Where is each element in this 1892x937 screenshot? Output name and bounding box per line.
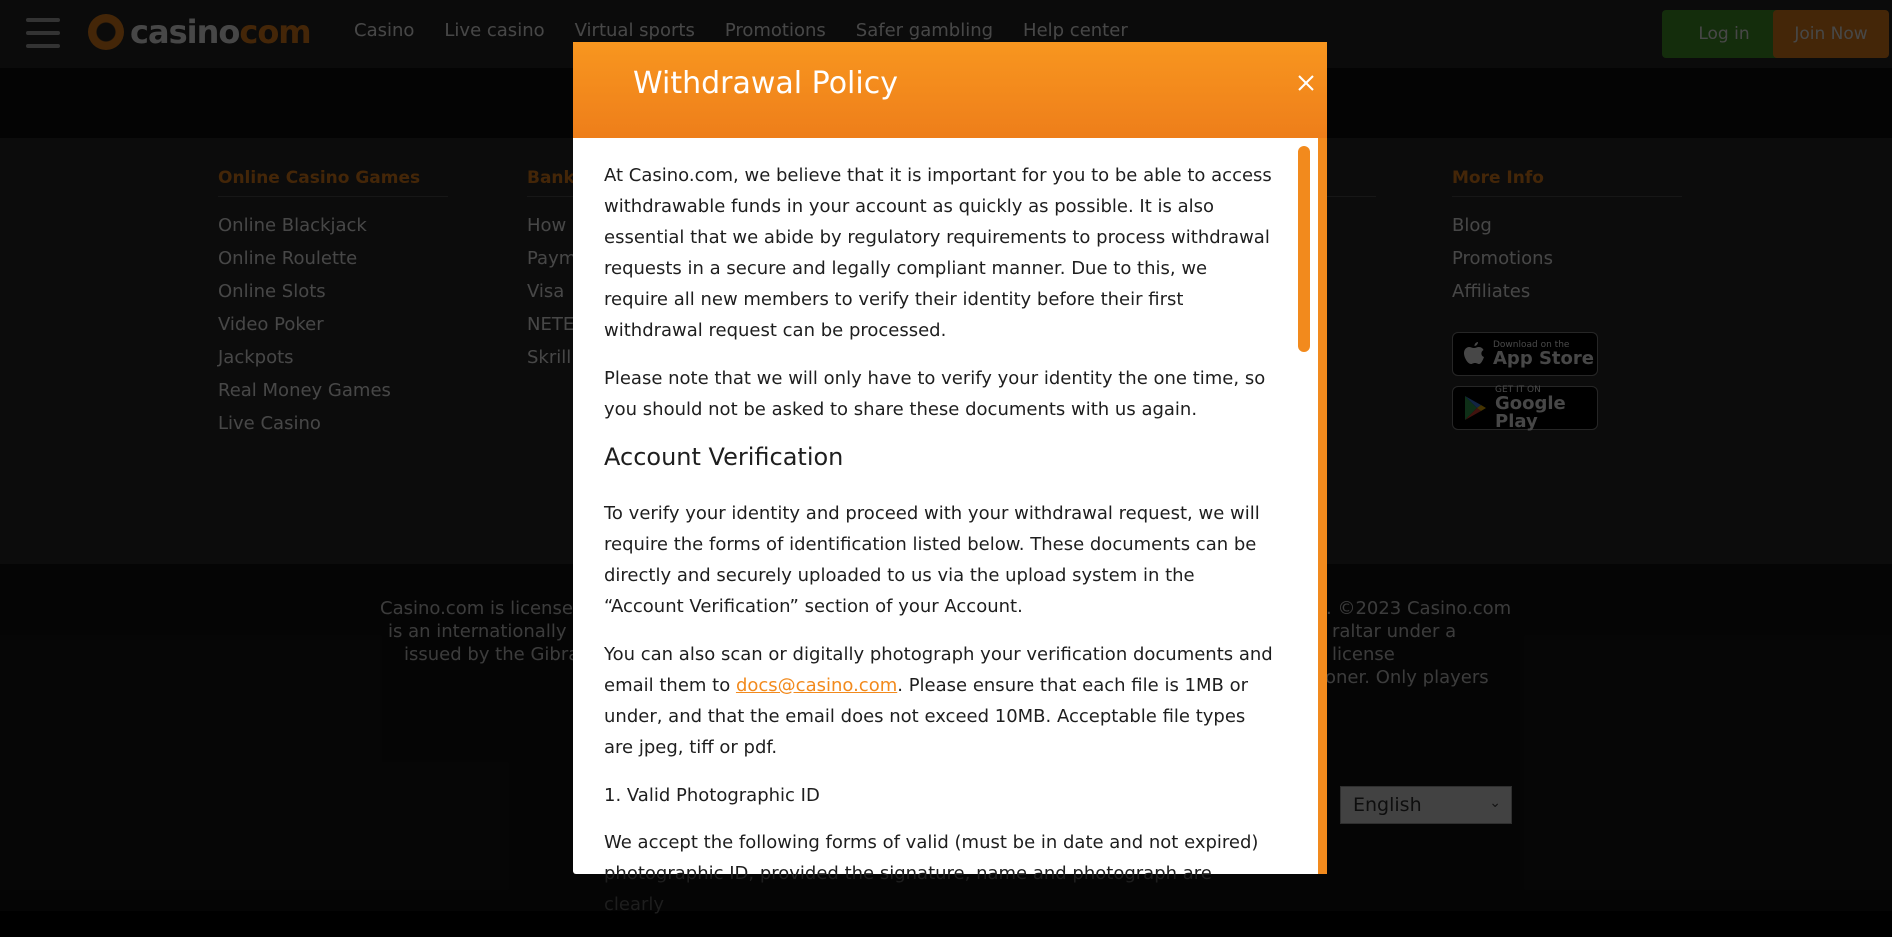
withdrawal-policy-modal [573,42,1327,915]
subheading-valid-photo-id: 1. Valid Photographic ID [604,785,820,806]
docs-email-link[interactable]: docs@casino.com [735,675,898,696]
policy-paragraph: To verify your identity and proceed with your withdrawal request, we will require the forms of identification listed below. These documents can be directly and securely uploaded to us via the upload system in the “Account Verification” section of your Account. [604,503,1260,617]
modal-header [573,42,1327,138]
modal-body [573,138,1327,915]
policy-paragraph: You can also scan or digitally photograph your verification documents and email them to docs@casino.com. Please ensure that each file is 1MB or under, and that the email does not exceed 10MB. Acceptable file types are jpeg, tiff or pdf. [604,644,1273,758]
policy-paragraph: Please note that we will only have to verify your identity the one time, so you should not be asked to share these documents with us again. [604,368,1266,420]
policy-content [604,160,1274,937]
policy-paragraph: At Casino.com, we believe that it is important for you to be able to access withdrawable funds in your account as quickly as possible. It is also essential that we abide by regulatory requirements to process withdrawal requests in a secure and legally compliant manner. Due to this, we require all new members to verify their identity before their first withdrawal request can be processed. [604,165,1272,341]
scrollbar-thumb[interactable] [1298,146,1310,352]
scrollbar-edge [1318,138,1327,874]
close-icon[interactable] [1295,72,1317,94]
policy-paragraph: We accept the following forms of valid (must be in date and not expired) photographic ID, provided the signature, name and photograph are clearly [604,832,1259,915]
modal-title: Withdrawal Policy [633,66,898,101]
section-heading-account-verification: Account Verification [604,443,844,471]
